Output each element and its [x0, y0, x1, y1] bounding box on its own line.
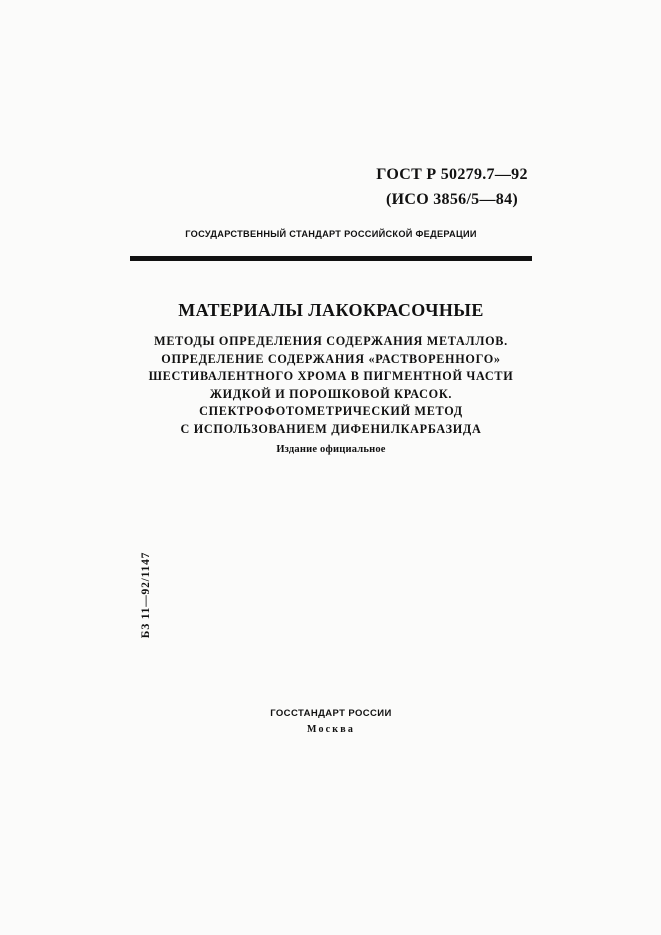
document-title: МАТЕРИАЛЫ ЛАКОКРАСОЧНЫЕ [178, 300, 484, 320]
document-subtitle [130, 333, 532, 438]
subtitle-line: МЕТОДЫ ОПРЕДЕЛЕНИЯ СОДЕРЖАНИЯ МЕТАЛЛОВ. [154, 334, 508, 348]
subtitle-line: ЖИДКОЙ И ПОРОШКОВОЙ КРАСОК. [209, 386, 453, 401]
gost-number: ГОСТ Р 50279.7—92 [376, 166, 528, 183]
subtitle-line: ШЕСТИВАЛЕНТНОГО ХРОМА В ПИГМЕНТНОЙ ЧАСТИ [148, 369, 514, 383]
standard-designation [372, 162, 532, 212]
iso-number: (ИСО 3856/5—84) [385, 191, 519, 208]
heading-rule [130, 256, 532, 261]
order-code [135, 540, 157, 650]
edition-note: Издание официальное [276, 444, 386, 455]
subtitle-line: С ИСПОЛЬЗОВАНИЕМ ДИФЕНИЛКАРБАЗИДА [180, 421, 482, 436]
order-code-text: БЗ 11—92/1147 [140, 551, 152, 639]
subtitle-line: ОПРЕДЕЛЕНИЕ СОДЕРЖАНИЯ «РАСТВОРЕННОГО» [161, 351, 501, 366]
state-standard-heading: ГОСУДАРСТВЕННЫЙ СТАНДАРТ РОССИЙСКОЙ ФЕДЕРАЦИИ [185, 229, 477, 239]
subtitle-line: СПЕКТРОФОТОМЕТРИЧЕСКИЙ МЕТОД [199, 404, 463, 418]
publisher: ГОССТАНДАРТ РОССИИ [270, 708, 392, 719]
publication-city: Москва [306, 724, 356, 735]
